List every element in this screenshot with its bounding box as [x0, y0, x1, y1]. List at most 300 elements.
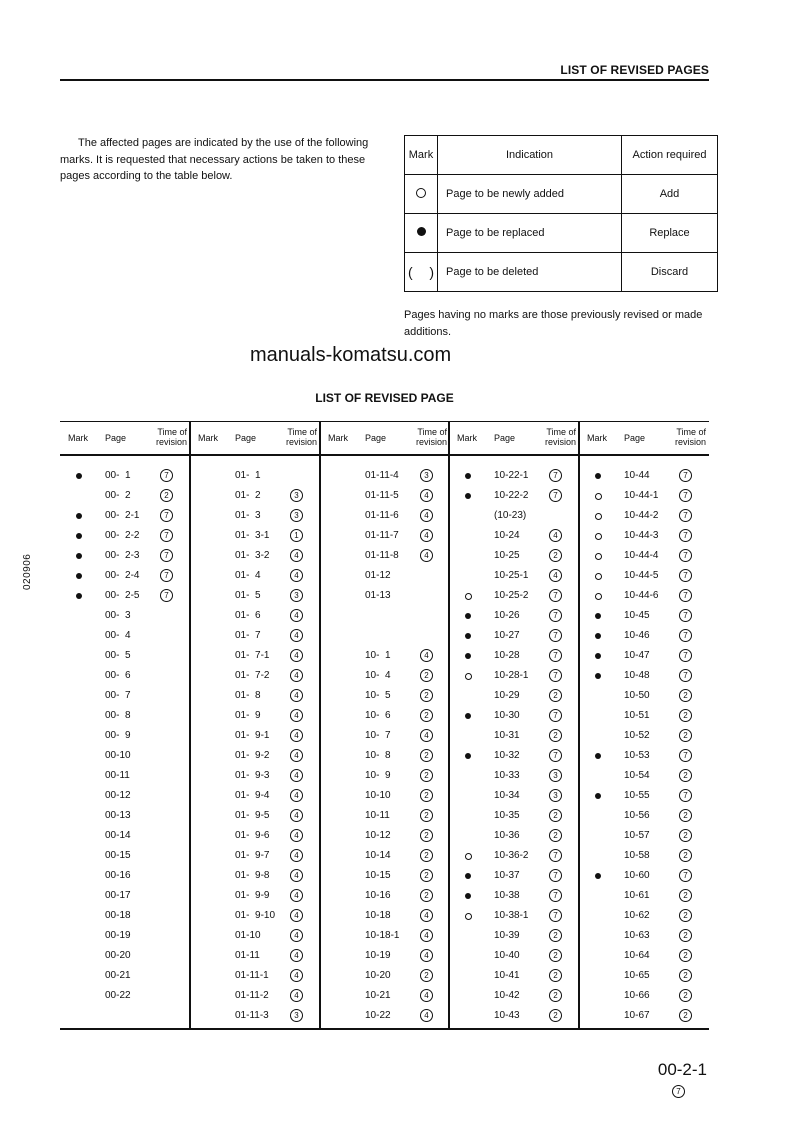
- table-row: [190, 967, 320, 987]
- table-row: [190, 547, 320, 567]
- page-id: 10-50: [624, 690, 650, 701]
- revision-badge: 4: [420, 929, 433, 942]
- header-mark: Mark: [328, 433, 348, 443]
- table-row: [320, 687, 450, 707]
- table-row: [449, 527, 579, 547]
- legend-indication: Page to be replaced: [438, 214, 622, 253]
- table-row: [190, 907, 320, 927]
- watermark: manuals-komatsu.com: [250, 344, 452, 366]
- table-row: [449, 627, 579, 647]
- filled-circle-icon: [465, 633, 471, 639]
- page-id: 00- 5: [105, 650, 131, 661]
- page-id: 10- 1: [365, 650, 391, 661]
- page-id: 10-45: [624, 610, 650, 621]
- page-id: 00- 2: [105, 490, 131, 501]
- open-circle-icon: [595, 513, 602, 520]
- table-row: [579, 527, 709, 547]
- revision-badge: 7: [160, 509, 173, 522]
- table-row: [449, 607, 579, 627]
- page-id: 10-27: [494, 630, 520, 641]
- revision-badge: 4: [290, 689, 303, 702]
- table-row: [190, 647, 320, 667]
- page-id: 01-11-1: [235, 970, 269, 981]
- filled-circle-icon: [595, 473, 601, 479]
- revision-badge: 4: [420, 909, 433, 922]
- page-id: 10-44-5: [624, 570, 659, 581]
- filled-circle-icon: [595, 753, 601, 759]
- header-mark: Mark: [587, 433, 607, 443]
- page-id: 10-26: [494, 610, 520, 621]
- revision-badge: 4: [290, 829, 303, 842]
- page-id: 10-35: [494, 810, 520, 821]
- table-row: [320, 787, 450, 807]
- table-row: [320, 907, 450, 927]
- table-row: [579, 767, 709, 787]
- revision-badge: 7: [679, 569, 692, 582]
- table-row: [190, 567, 320, 587]
- page-id: 10-44-2: [624, 510, 659, 521]
- table-row: [320, 587, 450, 607]
- table-row: [320, 987, 450, 1007]
- parentheses-icon: ( ): [408, 264, 434, 280]
- table-row: [320, 467, 450, 487]
- header-title: LIST OF REVISED PAGES: [560, 63, 709, 77]
- table-row: [320, 827, 450, 847]
- legend-note: Pages having no marks are those previously revised or made additions.: [404, 309, 703, 338]
- table-row: [60, 627, 190, 647]
- filled-circle-icon: [595, 793, 601, 799]
- table-row: [579, 747, 709, 767]
- revision-badge: 2: [549, 689, 562, 702]
- revision-badge: 7: [679, 489, 692, 502]
- page-id: 10-44: [624, 470, 650, 481]
- revision-badge: 2: [420, 749, 433, 762]
- legend-indication: Page to be deleted: [438, 253, 622, 292]
- table-row: [190, 827, 320, 847]
- page-id: 01- 1: [235, 470, 261, 481]
- page-number: 00-2-1: [657, 1060, 707, 1079]
- filled-circle-icon: [465, 613, 471, 619]
- revision-badge: 3: [420, 469, 433, 482]
- page-id: 10-55: [624, 790, 650, 801]
- page-id: 10-22-2: [494, 490, 529, 501]
- header-time-of-revision: Time of revision: [415, 427, 447, 447]
- filled-circle-icon: [465, 873, 471, 879]
- revision-badge: 7: [160, 549, 173, 562]
- page-id: 01- 9-9: [235, 890, 270, 901]
- table-row: [60, 927, 190, 947]
- table-row: [320, 807, 450, 827]
- table-row: [449, 967, 579, 987]
- revision-badge: 2: [679, 769, 692, 782]
- rows: [449, 467, 579, 1027]
- page-id: 10-15: [365, 870, 391, 881]
- filled-circle-icon: [465, 893, 471, 899]
- table-row: [579, 947, 709, 967]
- page-id: 10-31: [494, 730, 520, 741]
- table-row: [320, 727, 450, 747]
- table-row: [320, 567, 450, 587]
- revision-badge: 7: [549, 469, 562, 482]
- page-id: 00-21: [105, 970, 131, 981]
- revision-badge: 4: [290, 969, 303, 982]
- table-row: [320, 487, 450, 507]
- revision-badge: 2: [679, 909, 692, 922]
- table-row: [60, 987, 190, 1007]
- revision-badge: 3: [549, 769, 562, 782]
- open-circle-icon: [595, 553, 602, 560]
- table-row: [60, 1007, 190, 1027]
- table-row: [579, 707, 709, 727]
- revision-badge: 7: [679, 529, 692, 542]
- table-row: [60, 687, 190, 707]
- revision-badge: 2: [549, 1009, 562, 1022]
- page-id: 00-20: [105, 950, 131, 961]
- revision-badge: 4: [420, 989, 433, 1002]
- table-row: [449, 947, 579, 967]
- page-id: 10- 9: [365, 770, 391, 781]
- page-id: 10- 6: [365, 710, 391, 721]
- table-row: [60, 747, 190, 767]
- page-id: 10-65: [624, 970, 650, 981]
- revision-badge: 2: [679, 729, 692, 742]
- column-header: [320, 421, 450, 454]
- revision-badge: 2: [160, 489, 173, 502]
- revision-badge: 7: [679, 749, 692, 762]
- page-id: 10- 8: [365, 750, 391, 761]
- column-group-1: [60, 421, 190, 1030]
- page-id: 10-44-6: [624, 590, 659, 601]
- filled-circle-icon: [417, 227, 426, 236]
- revision-badge: 4: [290, 989, 303, 1002]
- page-id: 10-63: [624, 930, 650, 941]
- page-id: 01-11-3: [235, 1010, 269, 1021]
- header-page: Page: [624, 433, 646, 443]
- page-id: 10-44-4: [624, 550, 659, 561]
- page-id: 10-33: [494, 770, 520, 781]
- page-id: 00- 8: [105, 710, 131, 721]
- column-group-3: [320, 421, 450, 1030]
- revision-badge: 7: [679, 609, 692, 622]
- table-row: [449, 1007, 579, 1027]
- revision-badge: 7: [679, 629, 692, 642]
- table-row: [449, 687, 579, 707]
- table-row: [579, 787, 709, 807]
- revision-badge: 2: [420, 869, 433, 882]
- table-row: [449, 787, 579, 807]
- page-id: 10-36: [494, 830, 520, 841]
- revision-badge: 4: [420, 729, 433, 742]
- revision-badge: 4: [420, 549, 433, 562]
- page-id: 10-41: [494, 970, 520, 981]
- table-row: [449, 707, 579, 727]
- table-row: [60, 887, 190, 907]
- revision-badge: 7: [549, 869, 562, 882]
- revision-badge: 7: [549, 609, 562, 622]
- page-id: 01- 9-7: [235, 850, 270, 861]
- table-row: [579, 567, 709, 587]
- open-circle-icon: [465, 853, 472, 860]
- page-id: 01- 7-1: [235, 650, 270, 661]
- page-id: 00-16: [105, 870, 131, 881]
- table-row: [190, 747, 320, 767]
- table-row: [190, 847, 320, 867]
- table-row: [60, 847, 190, 867]
- open-circle-icon: [595, 573, 602, 580]
- table-row: [579, 827, 709, 847]
- filled-circle-icon: [76, 593, 82, 599]
- page-id: 01- 9-3: [235, 770, 270, 781]
- legend-action: Add: [622, 175, 718, 214]
- page-id: 10-11: [365, 810, 390, 821]
- page-id: 01- 9-1: [235, 730, 270, 741]
- page-id: 00-10: [105, 750, 131, 761]
- page-id: 10-52: [624, 730, 650, 741]
- table-row: [449, 727, 579, 747]
- page-id: 00-17: [105, 890, 131, 901]
- legend-table: [404, 135, 718, 292]
- page-id: 10-54: [624, 770, 650, 781]
- revision-badge: 4: [290, 849, 303, 862]
- page-id: 10-46: [624, 630, 650, 641]
- list-title: LIST OF REVISED PAGE: [315, 391, 454, 405]
- header-time-of-revision: Time of revision: [674, 427, 706, 447]
- table-row: [320, 967, 450, 987]
- page-id: 10- 4: [365, 670, 391, 681]
- filled-circle-icon: [595, 673, 601, 679]
- revision-badge: 2: [679, 829, 692, 842]
- page-id: 00- 2-2: [105, 530, 140, 541]
- revision-badge: 4: [420, 509, 433, 522]
- legend-header-mark: Mark: [405, 136, 438, 175]
- revision-badge: 2: [679, 929, 692, 942]
- table-row: [449, 587, 579, 607]
- page-id: 01- 9-8: [235, 870, 270, 881]
- revision-badge: 7: [549, 589, 562, 602]
- page-id: 10-20: [365, 970, 391, 981]
- table-row: [449, 667, 579, 687]
- table-row: [579, 667, 709, 687]
- revision-badge: 4: [290, 609, 303, 622]
- table-row: [60, 947, 190, 967]
- table-row: [579, 627, 709, 647]
- table-row: [60, 647, 190, 667]
- table-row: [190, 607, 320, 627]
- filled-circle-icon: [76, 533, 82, 539]
- table-row: [579, 547, 709, 567]
- table-row: [579, 607, 709, 627]
- page-id: 01- 9-4: [235, 790, 270, 801]
- table-row: [190, 867, 320, 887]
- revision-badge: 4: [290, 769, 303, 782]
- page-id: 10-44-1: [624, 490, 659, 501]
- table-row: [579, 467, 709, 487]
- revision-badge: 7: [160, 589, 173, 602]
- page-id: 01- 7-2: [235, 670, 270, 681]
- page-id: 10-14: [365, 850, 391, 861]
- table-row: [320, 867, 450, 887]
- table-row: [60, 587, 190, 607]
- header-rule: [60, 79, 709, 81]
- table-row: [579, 507, 709, 527]
- page-id: 01- 3-2: [235, 550, 270, 561]
- table-row: [449, 887, 579, 907]
- table-row: [60, 907, 190, 927]
- page-id: 10-30: [494, 710, 520, 721]
- table-row: [449, 487, 579, 507]
- table-row: [60, 547, 190, 567]
- legend-row-discard: [405, 253, 718, 292]
- table-row: [190, 807, 320, 827]
- revision-badge: 7: [549, 489, 562, 502]
- page-id: 01-11-5: [365, 490, 399, 501]
- revision-badge: 2: [679, 849, 692, 862]
- revision-badge: 4: [290, 949, 303, 962]
- page-id: 10-53: [624, 750, 650, 761]
- open-circle-icon: [595, 533, 602, 540]
- revision-badge: 4: [290, 669, 303, 682]
- page-id: 01-13: [365, 590, 391, 601]
- revision-badge: 2: [679, 689, 692, 702]
- table-row: [579, 727, 709, 747]
- revision-badge: 7: [549, 629, 562, 642]
- revision-badge: 2: [420, 769, 433, 782]
- page-id: 01- 7: [235, 630, 261, 641]
- table-row: [320, 607, 450, 627]
- table-row: [320, 947, 450, 967]
- table-row: [579, 907, 709, 927]
- legend-indication: Page to be newly added: [438, 175, 622, 214]
- revision-badge: 2: [549, 929, 562, 942]
- table-row: [60, 467, 190, 487]
- revision-badge: 7: [549, 669, 562, 682]
- header-time-of-revision: Time of revision: [544, 427, 576, 447]
- revision-badge: 2: [420, 669, 433, 682]
- page-id: 00-18: [105, 910, 131, 921]
- page-id: 10-58: [624, 850, 650, 861]
- page-id: 10-47: [624, 650, 650, 661]
- page-id: 01-11: [235, 950, 260, 961]
- rows: [190, 467, 320, 1027]
- table-row: [190, 507, 320, 527]
- legend-row-replace: [405, 214, 718, 253]
- page-id: 00-13: [105, 810, 131, 821]
- revision-badge: 2: [420, 889, 433, 902]
- page-id: 01-11-2: [235, 990, 269, 1001]
- revision-badge: 7: [679, 869, 692, 882]
- filled-circle-icon: [465, 713, 471, 719]
- page-id: 01- 4: [235, 570, 261, 581]
- page-id: 01- 9: [235, 710, 261, 721]
- page-id: 10-28: [494, 650, 520, 661]
- table-row: [320, 767, 450, 787]
- revision-badge: 1: [290, 529, 303, 542]
- revision-badge: 7: [679, 789, 692, 802]
- page-id: 10-22: [365, 1010, 391, 1021]
- column-header: [190, 421, 320, 454]
- side-code: 020906: [22, 553, 33, 590]
- page-id: 10- 7: [365, 730, 391, 741]
- revision-badge: 4: [549, 529, 562, 542]
- table-row: [60, 667, 190, 687]
- table-row: [579, 887, 709, 907]
- page-id: 00- 3: [105, 610, 131, 621]
- page-id: 01-11-4: [365, 470, 399, 481]
- page-id: 10-18-1: [365, 930, 400, 941]
- page-id: 00- 2-5: [105, 590, 140, 601]
- revision-badge: 2: [420, 789, 433, 802]
- table-row: [449, 547, 579, 567]
- revision-badge: 4: [290, 729, 303, 742]
- intro-paragraph: The affected pages are indicated by the use of the following marks. It is requested that necessary actions be taken to these pages according to the table below.: [60, 137, 369, 182]
- table-row: [320, 927, 450, 947]
- page-id: 10-66: [624, 990, 650, 1001]
- revision-badge: 2: [549, 949, 562, 962]
- table-row: [190, 927, 320, 947]
- header-mark: Mark: [68, 433, 88, 443]
- header-page: Page: [235, 433, 257, 443]
- page-id: 00- 2-1: [105, 510, 140, 521]
- table-row: [190, 947, 320, 967]
- column-header: [449, 421, 579, 454]
- page-id: 01- 3-1: [235, 530, 270, 541]
- page-id: 01- 6: [235, 610, 261, 621]
- filled-circle-icon: [76, 513, 82, 519]
- table-row: [320, 547, 450, 567]
- revision-badge: 7: [679, 649, 692, 662]
- revision-badge: 7: [549, 909, 562, 922]
- revision-badge: 2: [679, 809, 692, 822]
- revision-badge: 7: [549, 849, 562, 862]
- page-id: 10-61: [624, 890, 650, 901]
- table-row: [320, 527, 450, 547]
- page-id: 01- 3: [235, 510, 261, 521]
- table-row: [579, 987, 709, 1007]
- table-row: [60, 867, 190, 887]
- table-row: [190, 667, 320, 687]
- page-id: 10-37: [494, 870, 520, 881]
- revision-badge: 2: [420, 969, 433, 982]
- revision-badge: 7: [160, 469, 173, 482]
- header-time-of-revision: Time of revision: [155, 427, 187, 447]
- revision-badge: 7: [549, 889, 562, 902]
- revision-badge: 2: [679, 889, 692, 902]
- revision-badge: 3: [290, 589, 303, 602]
- table-row: [190, 1007, 320, 1027]
- revision-badge: 4: [290, 889, 303, 902]
- revision-badge: 3: [290, 489, 303, 502]
- page-id: 00-19: [105, 930, 131, 941]
- revision-badge: 4: [290, 929, 303, 942]
- page-id: 01-12: [365, 570, 391, 581]
- page-id: 01- 9-2: [235, 750, 270, 761]
- table-row: [60, 607, 190, 627]
- table-row: [190, 487, 320, 507]
- table-row: [320, 847, 450, 867]
- table-row: [449, 827, 579, 847]
- revision-badge: 4: [420, 489, 433, 502]
- table-row: [449, 907, 579, 927]
- table-row: [449, 987, 579, 1007]
- page-id: 00- 7: [105, 690, 131, 701]
- table-row: [190, 767, 320, 787]
- revision-badge: 4: [549, 569, 562, 582]
- revision-badge: 4: [420, 1009, 433, 1022]
- table-row: [449, 867, 579, 887]
- table-row: [60, 567, 190, 587]
- page-id: 00- 2-4: [105, 570, 140, 581]
- table-row: [579, 847, 709, 867]
